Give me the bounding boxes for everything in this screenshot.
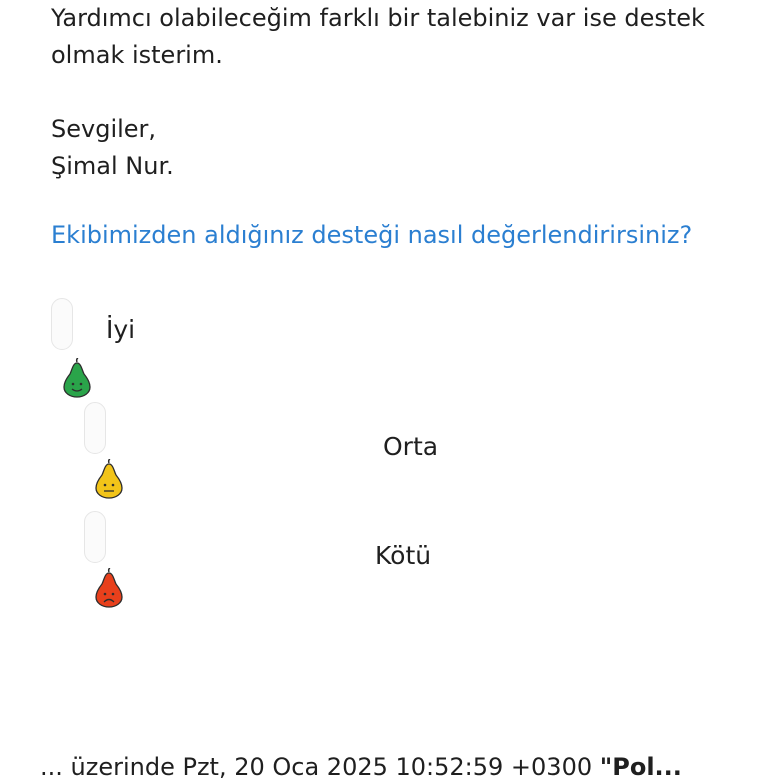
- quoted-reply-sender: "Pol...: [599, 753, 682, 781]
- rating-bad-label[interactable]: Kötü: [375, 541, 432, 570]
- rating-average-label[interactable]: Orta: [383, 432, 439, 461]
- rating-good-label[interactable]: İyi: [106, 315, 136, 344]
- message-closing: Sevgiler,: [51, 115, 157, 143]
- message-line-1: Yardımcı olabileceğim farklı bir talebiniz var ise destek: [51, 4, 705, 32]
- pear-frown-icon[interactable]: [94, 568, 124, 608]
- rating-average-placeholder[interactable]: [84, 402, 106, 454]
- message-signature: Şimal Nur.: [51, 152, 174, 180]
- message-line-2: olmak isterim.: [51, 41, 223, 69]
- rating-bad-placeholder[interactable]: [84, 511, 106, 563]
- pear-neutral-icon[interactable]: [94, 459, 124, 499]
- pear-smile-icon[interactable]: [62, 358, 92, 398]
- survey-question: Ekibimizden aldığınız desteği nasıl değerlendirirsiniz?: [51, 221, 693, 249]
- rating-good-placeholder[interactable]: [51, 298, 73, 350]
- quoted-reply-header: [40, 752, 682, 782]
- quoted-reply-text: ... üzerinde Pzt, 20 Oca 2025 10:52:59 +0300: [40, 753, 600, 781]
